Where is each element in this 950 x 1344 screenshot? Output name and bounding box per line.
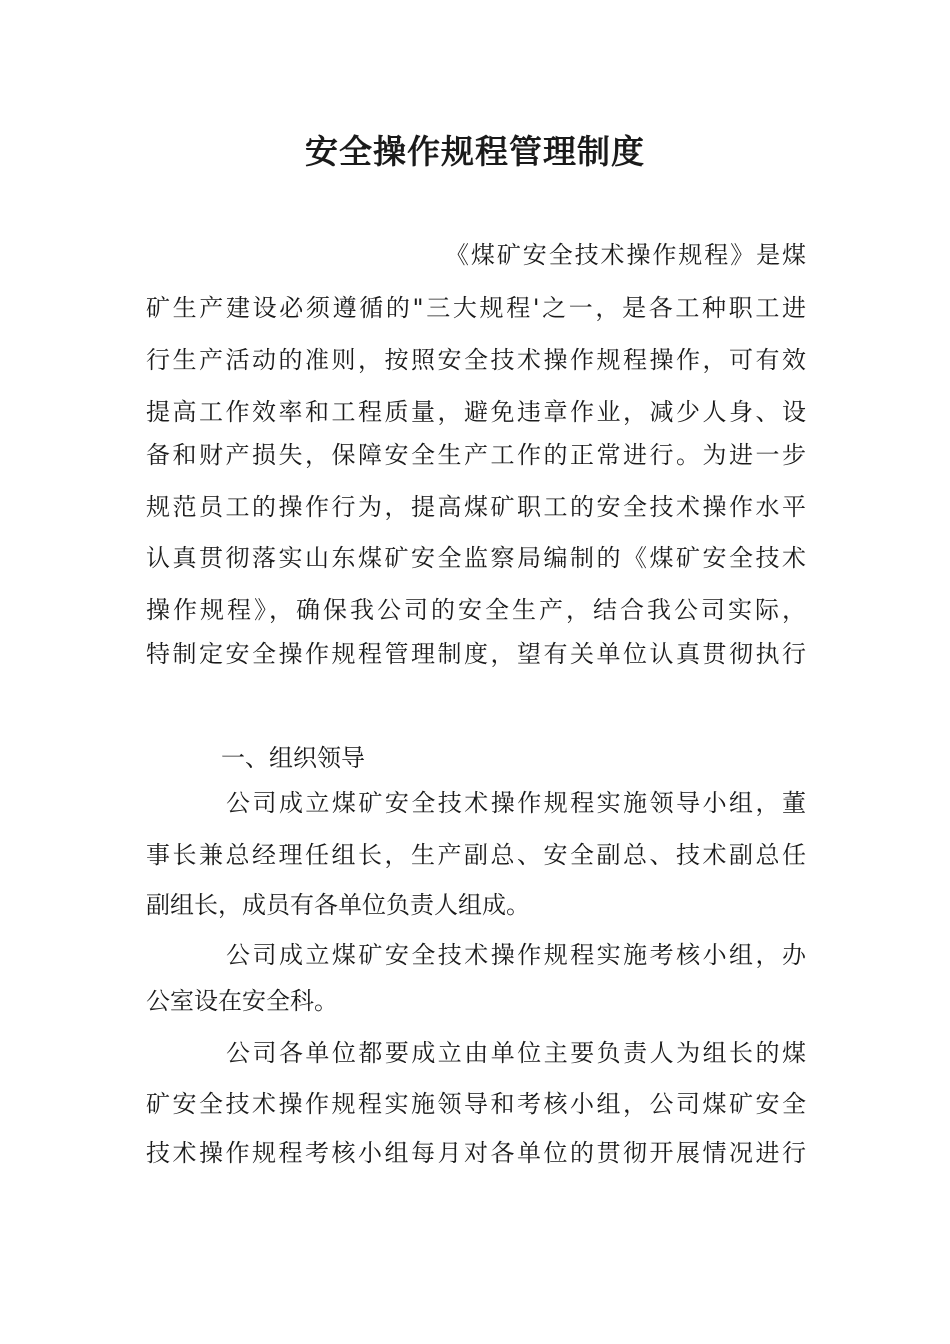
intro-line-5: 备和财产损失，保障安全生产工作的正常进行。为进一步: [146, 441, 806, 469]
intro-line-1: 《煤矿安全技术操作规程》是煤: [445, 241, 806, 269]
intro-line-3: 行生产活动的准则，按照安全技术操作规程操作，可有效: [146, 346, 806, 374]
para-1-line-3: 副组长，成员有各单位负责人组成。: [146, 891, 530, 919]
para-3-line-2: 矿安全技术操作规程实施领导和考核小组，公司煤矿安全: [146, 1090, 806, 1118]
para-1-line-2: 事长兼总经理任组长，生产副总、安全副总、技术副总任: [146, 841, 806, 869]
para-3-line-3: 技术操作规程考核小组每月对各单位的贯彻开展情况进行: [146, 1139, 806, 1167]
para-2-line-1: 公司成立煤矿安全技术操作规程实施考核小组，办: [226, 941, 806, 969]
para-2-line-2: 公室设在安全科。: [146, 987, 338, 1015]
page-title: 安全操作规程管理制度: [305, 132, 645, 171]
intro-line-7: 认真贯彻落实山东煤矿安全监察局编制的《煤矿安全技术: [146, 544, 806, 572]
intro-line-2: 矿生产建设必须遵循的"三大规程'之一，是各工种职工进: [146, 294, 806, 322]
intro-line-8: 操作规程》，确保我公司的安全生产，结合我公司实际，: [146, 596, 806, 624]
intro-line-4: 提高工作效率和工程质量，避免违章作业，减少人身、设: [146, 398, 806, 426]
intro-line-9: 特制定安全操作规程管理制度，望有关单位认真贯彻执行: [146, 640, 806, 668]
para-3-line-1: 公司各单位都要成立由单位主要负责人为组长的煤: [226, 1039, 806, 1067]
intro-line-6: 规范员工的操作行为，提高煤矿职工的安全技术操作水平: [146, 493, 806, 521]
section-heading: 一、组织领导: [221, 744, 365, 772]
para-1-line-1: 公司成立煤矿安全技术操作规程实施领导小组，董: [226, 789, 806, 817]
